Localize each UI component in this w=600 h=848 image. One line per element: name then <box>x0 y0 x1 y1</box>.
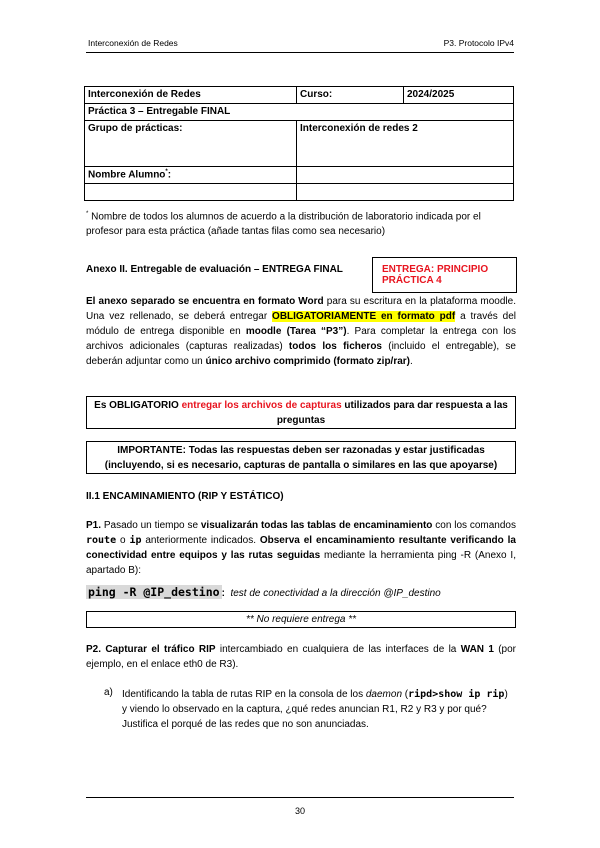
page-number: 30 <box>294 806 305 816</box>
ping-command: ping -R @IP_destino : test de conectividad a la dirección @IP_destino <box>88 585 441 599</box>
course-value: 2024/2025 <box>404 87 514 104</box>
info-table <box>84 86 514 201</box>
header-right: P3. Protocolo IPv4 <box>443 38 514 48</box>
student-extra-row <box>85 184 297 201</box>
annex-title: Anexo II. Entregable de evaluación – ENTREGA FINAL <box>86 264 343 275</box>
mandatory-box: Es OBLIGATORIO entregar los archivos de capturas utilizados para dar respuesta a las preguntas <box>86 396 516 429</box>
section-title: II.1 ENCAMINAMIENTO (RIP Y ESTÁTICO) <box>86 491 284 502</box>
group-value: Interconexión de redes 2 <box>297 121 514 167</box>
subject-cell: Interconexión de Redes <box>85 87 297 104</box>
practice-cell: Práctica 3 – Entregable FINAL <box>85 104 514 121</box>
item-a-marker: a) <box>104 687 113 698</box>
footer-rule <box>86 797 514 798</box>
group-label: Grupo de prácticas: <box>85 121 297 167</box>
student-value <box>297 167 514 184</box>
important-box: IMPORTANTE: Todas las respuestas deben ser razonadas y estar justificadas (incluyendo, si es necesario, capturas de pantalla o similares en las que apoyarse) <box>86 441 516 474</box>
header-left: Interconexión de Redes <box>88 38 178 48</box>
no-delivery-box: ** No requiere entrega ** <box>86 611 516 628</box>
intro-paragraph: El anexo separado se encuentra en formato Word para su escritura en la plataforma moodle. Una vez rellenado, se deberá entregar OBLIGATORIAMENTE en formato pdf a través del módulo de entrega disponible en moodle (Tarea “P3”). Para completar la entrega con los archivos adicionales (capturas realizadas) todos los ficheros (incluido el entregable), se deberán adjuntar como un único archivo comprimido (formato zip/rar). <box>86 296 516 367</box>
footnote: * Nombre de todos los alumnos de acuerdo a la distribución de laboratorio indicada por el profesor para esta práctica (añade tantas filas como sea necesario) <box>86 211 481 238</box>
p2-question: P2. Capturar el tráfico RIP intercambiado en cualquiera de las interfaces de la WAN 1 (por ejemplo, en el enlace eth0 de R3). <box>86 644 517 670</box>
p1-question: P1. Pasado un tiempo se visualizarán todas las tablas de encaminamiento con los comandos route o ip anteriormente indicados. Observa el encaminamiento resultante verificando la conectividad entre equipos y las rutas seguidas mediante la herramienta ping -R (Anexo I, apartado B): <box>86 520 516 576</box>
header-rule <box>86 52 514 53</box>
delivery-note: ENTREGA: PRINCIPIO PRÁCTICA 4 <box>372 257 517 293</box>
item-a-text: Identificando la tabla de rutas RIP en la consola de los daemon (ripd>show ip rip) y viendo lo observado en la captura, ¿qué redes anuncian R1, R2 y R3 y por qué? Justifica el porqué de las redes que no son anunciadas. <box>122 689 508 730</box>
student-label: Nombre Alumno*: <box>85 167 297 184</box>
course-label: Curso: <box>297 87 404 104</box>
